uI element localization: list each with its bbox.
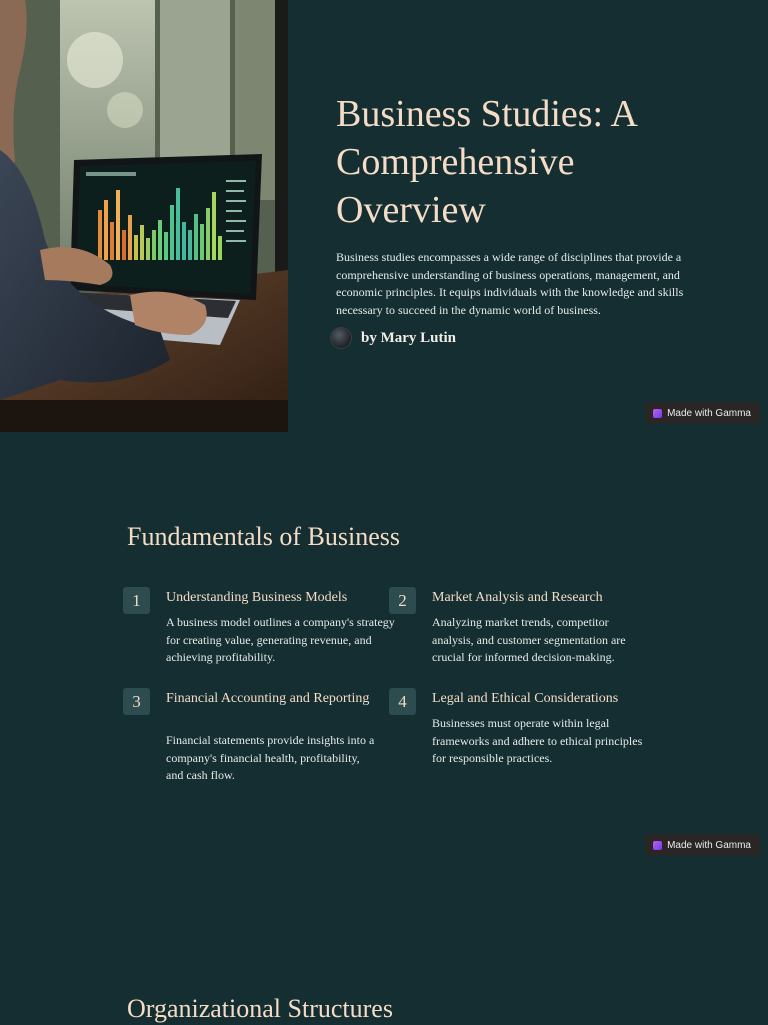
title-slide xyxy=(0,0,768,432)
author-name: by Mary Lutin xyxy=(361,329,457,346)
hero-image-laptop-analytics xyxy=(0,0,288,432)
fundamental-item-2 xyxy=(398,588,647,667)
item-description: Analyzing market trends, competitor analysis, and customer segmentation are crucial for informed decision-making. xyxy=(432,615,626,664)
gamma-badge-label: Made with Gamma xyxy=(667,839,751,851)
made-with-gamma-badge[interactable] xyxy=(645,402,760,424)
fundamental-item-1 xyxy=(132,588,396,667)
item-title: Understanding Business Models xyxy=(166,590,348,605)
author-byline xyxy=(331,328,456,348)
fundamentals-heading: Fundamentals of Business xyxy=(127,522,400,551)
gamma-badge-label: Made with Gamma xyxy=(667,407,751,419)
item-description: Financial statements provide insights into a company's financial health, profitability, and cash flow. xyxy=(166,733,375,782)
item-title: Legal and Ethical Considerations xyxy=(432,691,619,706)
fundamental-item-3 xyxy=(132,689,376,785)
item-number-badge: 3 xyxy=(123,688,150,715)
item-number-badge: 1 xyxy=(123,587,150,614)
item-title: Market Analysis and Research xyxy=(432,590,603,605)
presentation-title: Business Studies: A Comprehensive Overview xyxy=(336,93,636,231)
fundamentals-slide xyxy=(0,432,768,864)
fundamental-item-4 xyxy=(398,689,647,768)
item-description: Businesses must operate within legal frameworks and adhere to ethical principles for responsible practices. xyxy=(432,716,643,765)
hero-illustration xyxy=(0,0,288,432)
organizational-heading: Organizational Structures xyxy=(127,994,393,1023)
presentation-description: Business studies encompasses a wide range of disciplines that provide a comprehensive understanding of business operations, management, and economic principles. It equips individuals with the knowledge and skills necessary to succeed in the dynamic world of business. xyxy=(336,250,684,317)
item-description: A business model outlines a company's strategy for creating value, generating revenue, and achieving profitability. xyxy=(166,615,395,664)
item-number-badge: 2 xyxy=(389,587,416,614)
item-title: Financial Accounting and Reporting xyxy=(166,691,370,706)
gamma-logo-icon xyxy=(653,841,662,850)
author-avatar xyxy=(331,328,351,348)
organizational-slide xyxy=(0,864,768,1024)
gamma-logo-icon xyxy=(653,409,662,418)
made-with-gamma-badge[interactable] xyxy=(645,834,760,856)
item-number-badge: 4 xyxy=(389,688,416,715)
